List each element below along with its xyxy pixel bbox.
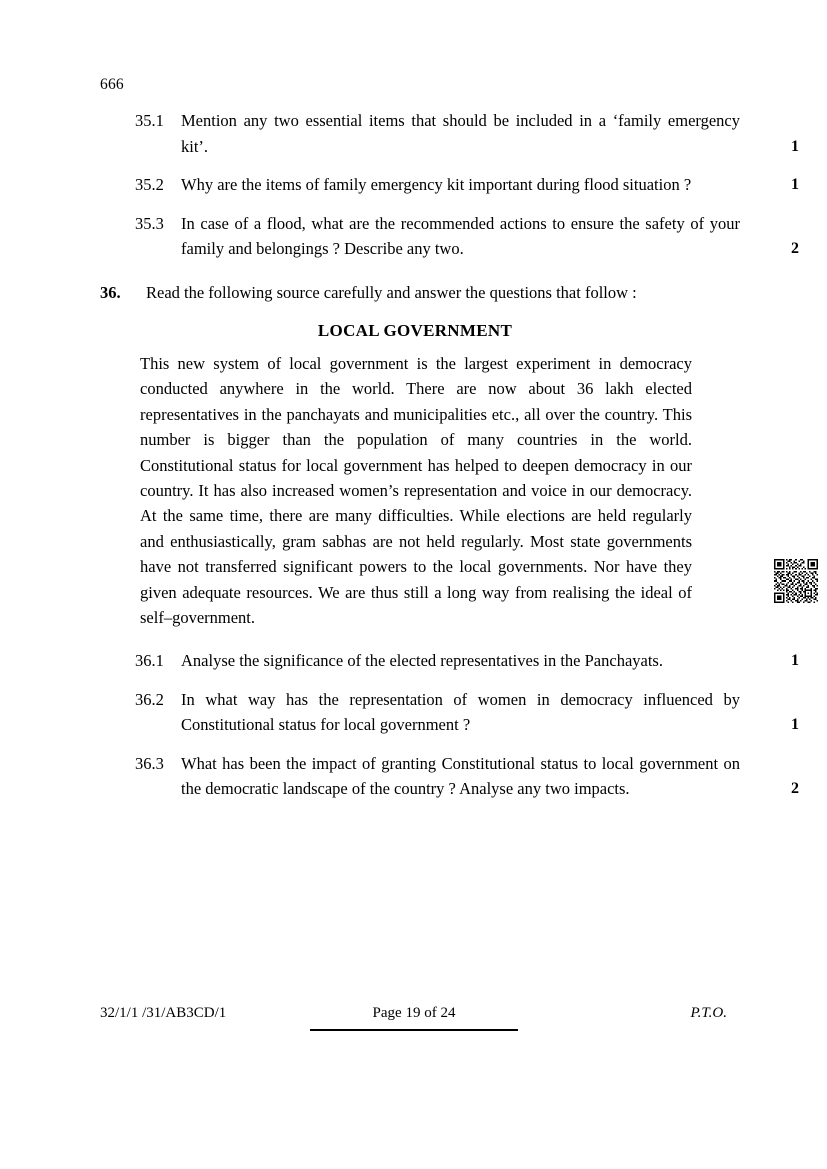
question-item [100,108,799,159]
question-text: Analyse the significance of the elected representatives in the Panchayats. [181,651,663,671]
question-text: In what way has the representation of women in democracy influenced by Constitutional status for local government ? [181,689,740,735]
paper-code: 32/1/1 /31/AB3CD/1 [100,1005,227,1021]
source-passage: This new system of local government is the largest experiment in democracy conducted anywhere in the world. There are now about 36 lakh elected representatives in the panchayats and municipalities etc., all over the country. This number is bigger than the population of many countries in the world. Constitutional status for local government has helped to deepen democracy in our country. It has also increased women’s representation and voice in our democracy. At the same time, there are many difficulties. While elections are held regularly and enthusiastically, gram sabhas are not held regularly. Most state governments have not transferred significant powers to the local governments. Nor have they given adequate resources. We are thus still a long way from realising the ideal of self–government. [140,354,692,628]
turn-over-label: P.T.O. [690,1005,727,1021]
question-item [100,211,799,262]
question-text: In case of a flood, what are the recommended actions to ensure the safety of your family and belongings ? Describe any two. [181,213,740,258]
question-text: Mention any two essential items that should be included in a ‘family emergency kit’. [181,111,740,156]
source-question-instruction: Read the following source carefully and answer the questions that follow : [146,282,637,302]
question-marks: 2 [791,240,799,257]
question-number: 36.2 [135,689,164,709]
page-content [100,108,799,815]
page-number-underline [310,1029,518,1031]
question-item [100,751,799,802]
source-title: LOCAL GOVERNMENT [317,321,513,340]
question-number: 36.1 [135,651,164,671]
question-text: What has been the impact of granting Constitutional status to local government on the democratic landscape of the country ? Analyse any two impacts. [181,753,740,799]
source-question-header [100,280,740,306]
page-number-label: Page 19 of 24 [372,1005,456,1021]
question-item [100,687,799,738]
question-number: 35.2 [135,175,164,194]
question-text: Why are the items of family emergency kit important during flood situation ? [181,175,692,194]
question-marks: 2 [791,780,799,798]
question-marks: 1 [791,652,799,670]
source-question-number: 36. [100,282,121,302]
question-marks: 1 [791,137,799,155]
page-top-marker: 666 [100,76,124,93]
qr-code-icon [774,559,818,603]
question-item [100,172,799,198]
question-marks: 1 [791,716,799,734]
question-number: 35.1 [135,111,164,130]
page-footer [100,1005,727,1035]
question-marks: 1 [791,176,799,193]
question-number: 35.3 [135,213,164,233]
question-number: 36.3 [135,753,164,773]
question-item [100,648,799,674]
